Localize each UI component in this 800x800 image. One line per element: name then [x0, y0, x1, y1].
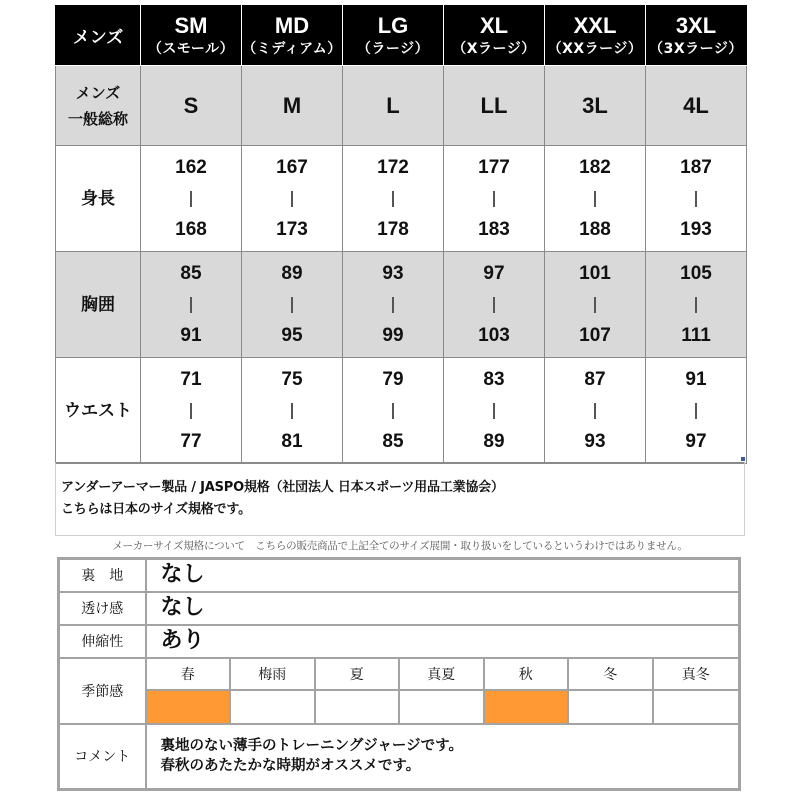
range-separator	[392, 191, 394, 207]
waist-label-text: ウエスト	[64, 400, 132, 421]
range-max: 173	[276, 218, 308, 240]
range-cell	[141, 252, 242, 358]
range-max: 188	[579, 218, 611, 240]
season-indicator	[485, 691, 570, 723]
range-cell	[444, 146, 545, 252]
general-size-value: S	[183, 92, 199, 118]
range-min: 89	[281, 262, 303, 284]
range-separator	[392, 403, 394, 419]
range-min: 71	[180, 368, 202, 390]
season-summer: 夏	[316, 659, 401, 691]
size-header-3xl	[646, 6, 747, 66]
season-midwinter: 真冬	[654, 659, 739, 691]
lining-value: なし	[146, 559, 740, 592]
range-separator	[190, 403, 192, 419]
size-code: XL	[479, 12, 509, 38]
spec-row-lining	[59, 559, 740, 592]
size-header-xl	[444, 6, 545, 66]
comment-cell	[146, 724, 740, 790]
season-midsummer: 真夏	[400, 659, 485, 691]
range-cell	[646, 252, 747, 358]
range-separator	[493, 297, 495, 313]
range-cell	[242, 146, 343, 252]
size-name: （Xラージ）	[452, 40, 536, 57]
product-spec-table	[57, 557, 741, 791]
range-separator	[392, 297, 394, 313]
range-separator	[594, 403, 596, 419]
season-autumn: 秋	[485, 659, 570, 691]
range-separator	[291, 297, 293, 313]
season-indicator	[147, 691, 232, 723]
range-separator	[493, 191, 495, 207]
range-cell	[343, 146, 444, 252]
range-min: 167	[276, 156, 308, 178]
size-name: （スモール）	[147, 40, 235, 57]
season-label: 季節感	[59, 658, 146, 724]
chest-label	[56, 252, 141, 358]
general-size-cell	[646, 66, 747, 146]
season-indicator	[316, 691, 401, 723]
range-min: 79	[382, 368, 404, 390]
size-code: LG	[377, 12, 409, 38]
size-code: MD	[274, 12, 310, 38]
size-header-row	[56, 6, 747, 66]
spec-row-season	[59, 658, 740, 724]
waist-label	[56, 358, 141, 464]
range-min: 101	[579, 262, 611, 284]
range-separator	[190, 191, 192, 207]
general-size-cell	[343, 66, 444, 146]
range-max: 77	[180, 430, 202, 452]
range-min: 105	[680, 262, 712, 284]
range-cell	[141, 358, 242, 464]
range-max: 99	[382, 324, 404, 346]
range-cell	[646, 146, 747, 252]
size-header-xxl	[545, 6, 646, 66]
general-size-cell	[141, 66, 242, 146]
spec-row-stretch	[59, 625, 740, 658]
range-min: 97	[483, 262, 505, 284]
range-separator	[291, 191, 293, 207]
size-code: 3XL	[675, 12, 717, 38]
range-max: 81	[281, 430, 303, 452]
range-max: 93	[584, 430, 606, 452]
size-name: （3Xラージ）	[649, 40, 743, 57]
range-cell	[545, 252, 646, 358]
spec-row-comment	[59, 724, 740, 790]
season-indicator	[231, 691, 316, 723]
lining-label: 裏 地	[59, 559, 146, 592]
general-size-cell	[444, 66, 545, 146]
stretch-label: 伸縮性	[59, 625, 146, 658]
season-indicator	[400, 691, 485, 723]
spec-row-sheer	[59, 592, 740, 625]
general-size-value: 3L	[582, 92, 608, 118]
season-winter: 冬	[569, 659, 654, 691]
general-size-label	[56, 66, 141, 146]
season-grid	[147, 659, 739, 723]
season-indicator	[654, 691, 739, 723]
range-cell	[242, 252, 343, 358]
general-label-line2: 一般総称	[67, 109, 128, 128]
range-separator	[695, 191, 697, 207]
general-label-line1: メンズ	[75, 83, 121, 102]
range-max: 107	[579, 324, 611, 346]
range-max: 97	[685, 430, 707, 452]
range-separator	[695, 403, 697, 419]
size-standard-note	[55, 462, 745, 536]
range-max: 111	[681, 324, 711, 346]
range-min: 182	[579, 156, 611, 178]
waist-row	[56, 358, 747, 464]
size-header-sm	[141, 6, 242, 66]
sheer-label: 透け感	[59, 592, 146, 625]
range-cell	[343, 252, 444, 358]
range-min: 87	[584, 368, 606, 390]
range-max: 178	[377, 218, 409, 240]
range-min: 162	[175, 156, 207, 178]
size-name: （XXラージ）	[547, 40, 643, 57]
height-label	[56, 146, 141, 252]
general-size-row	[56, 66, 747, 146]
note-line-1: アンダーアーマー製品 / JASPO規格（社団法人 日本スポーツ用品工業協会）	[61, 480, 504, 495]
range-min: 83	[483, 368, 505, 390]
height-row	[56, 146, 747, 252]
size-name: （ラージ）	[356, 40, 430, 57]
stretch-value: あり	[146, 625, 740, 658]
general-size-value: 4L	[683, 92, 709, 118]
range-cell	[545, 146, 646, 252]
range-separator	[190, 297, 192, 313]
range-max: 168	[175, 218, 207, 240]
range-cell	[242, 358, 343, 464]
sheer-value: なし	[146, 592, 740, 625]
range-cell	[444, 358, 545, 464]
range-min: 75	[281, 368, 303, 390]
general-size-cell	[545, 66, 646, 146]
range-max: 183	[478, 218, 510, 240]
range-cell	[646, 358, 747, 464]
chest-row	[56, 252, 747, 358]
resize-corner-icon	[741, 457, 745, 461]
range-min: 172	[377, 156, 409, 178]
range-cell	[545, 358, 646, 464]
note-line-2: こちらは日本のサイズ規格です。	[61, 502, 251, 517]
season-spring: 春	[147, 659, 232, 691]
range-cell	[141, 146, 242, 252]
range-separator	[594, 191, 596, 207]
size-code: SM	[174, 12, 208, 38]
comment-label: コメント	[59, 724, 146, 790]
general-size-cell	[242, 66, 343, 146]
range-max: 91	[180, 324, 202, 346]
height-label-text: 身長	[81, 188, 115, 209]
range-min: 93	[382, 262, 404, 284]
size-header-lg	[343, 6, 444, 66]
range-min: 187	[680, 156, 712, 178]
header-label-text: メンズ	[72, 28, 124, 48]
size-header-md	[242, 6, 343, 66]
range-separator	[594, 297, 596, 313]
general-size-value: LL	[480, 92, 508, 118]
range-min: 177	[478, 156, 510, 178]
comment-line-1: 裏地のない薄手のトレーニングジャージです。	[160, 738, 463, 755]
range-cell	[444, 252, 545, 358]
general-size-value: M	[282, 92, 302, 118]
season-rainy: 梅雨	[231, 659, 316, 691]
range-cell	[343, 358, 444, 464]
season-indicator	[569, 691, 654, 723]
range-max: 103	[478, 324, 510, 346]
disclaimer-text: メーカーサイズ規格について こちらの販売商品で上記全てのサイズ展開・取り扱いをしているというわけではありません。	[112, 540, 688, 552]
range-separator	[493, 403, 495, 419]
size-code: XXL	[573, 12, 617, 38]
range-min: 91	[685, 368, 707, 390]
size-chart-table	[55, 5, 747, 464]
range-max: 85	[382, 430, 404, 452]
comment-line-2: 春秋のあたたかな時期がオススメです。	[160, 758, 421, 775]
range-max: 95	[281, 324, 303, 346]
range-separator	[695, 297, 697, 313]
header-label	[56, 6, 141, 66]
range-max: 193	[680, 218, 712, 240]
range-max: 89	[483, 430, 505, 452]
general-size-value: L	[386, 92, 400, 118]
range-separator	[291, 403, 293, 419]
season-grid-cell	[146, 658, 740, 724]
chest-label-text: 胸囲	[81, 294, 115, 315]
size-name: （ミディアム）	[242, 40, 342, 57]
range-min: 85	[180, 262, 202, 284]
